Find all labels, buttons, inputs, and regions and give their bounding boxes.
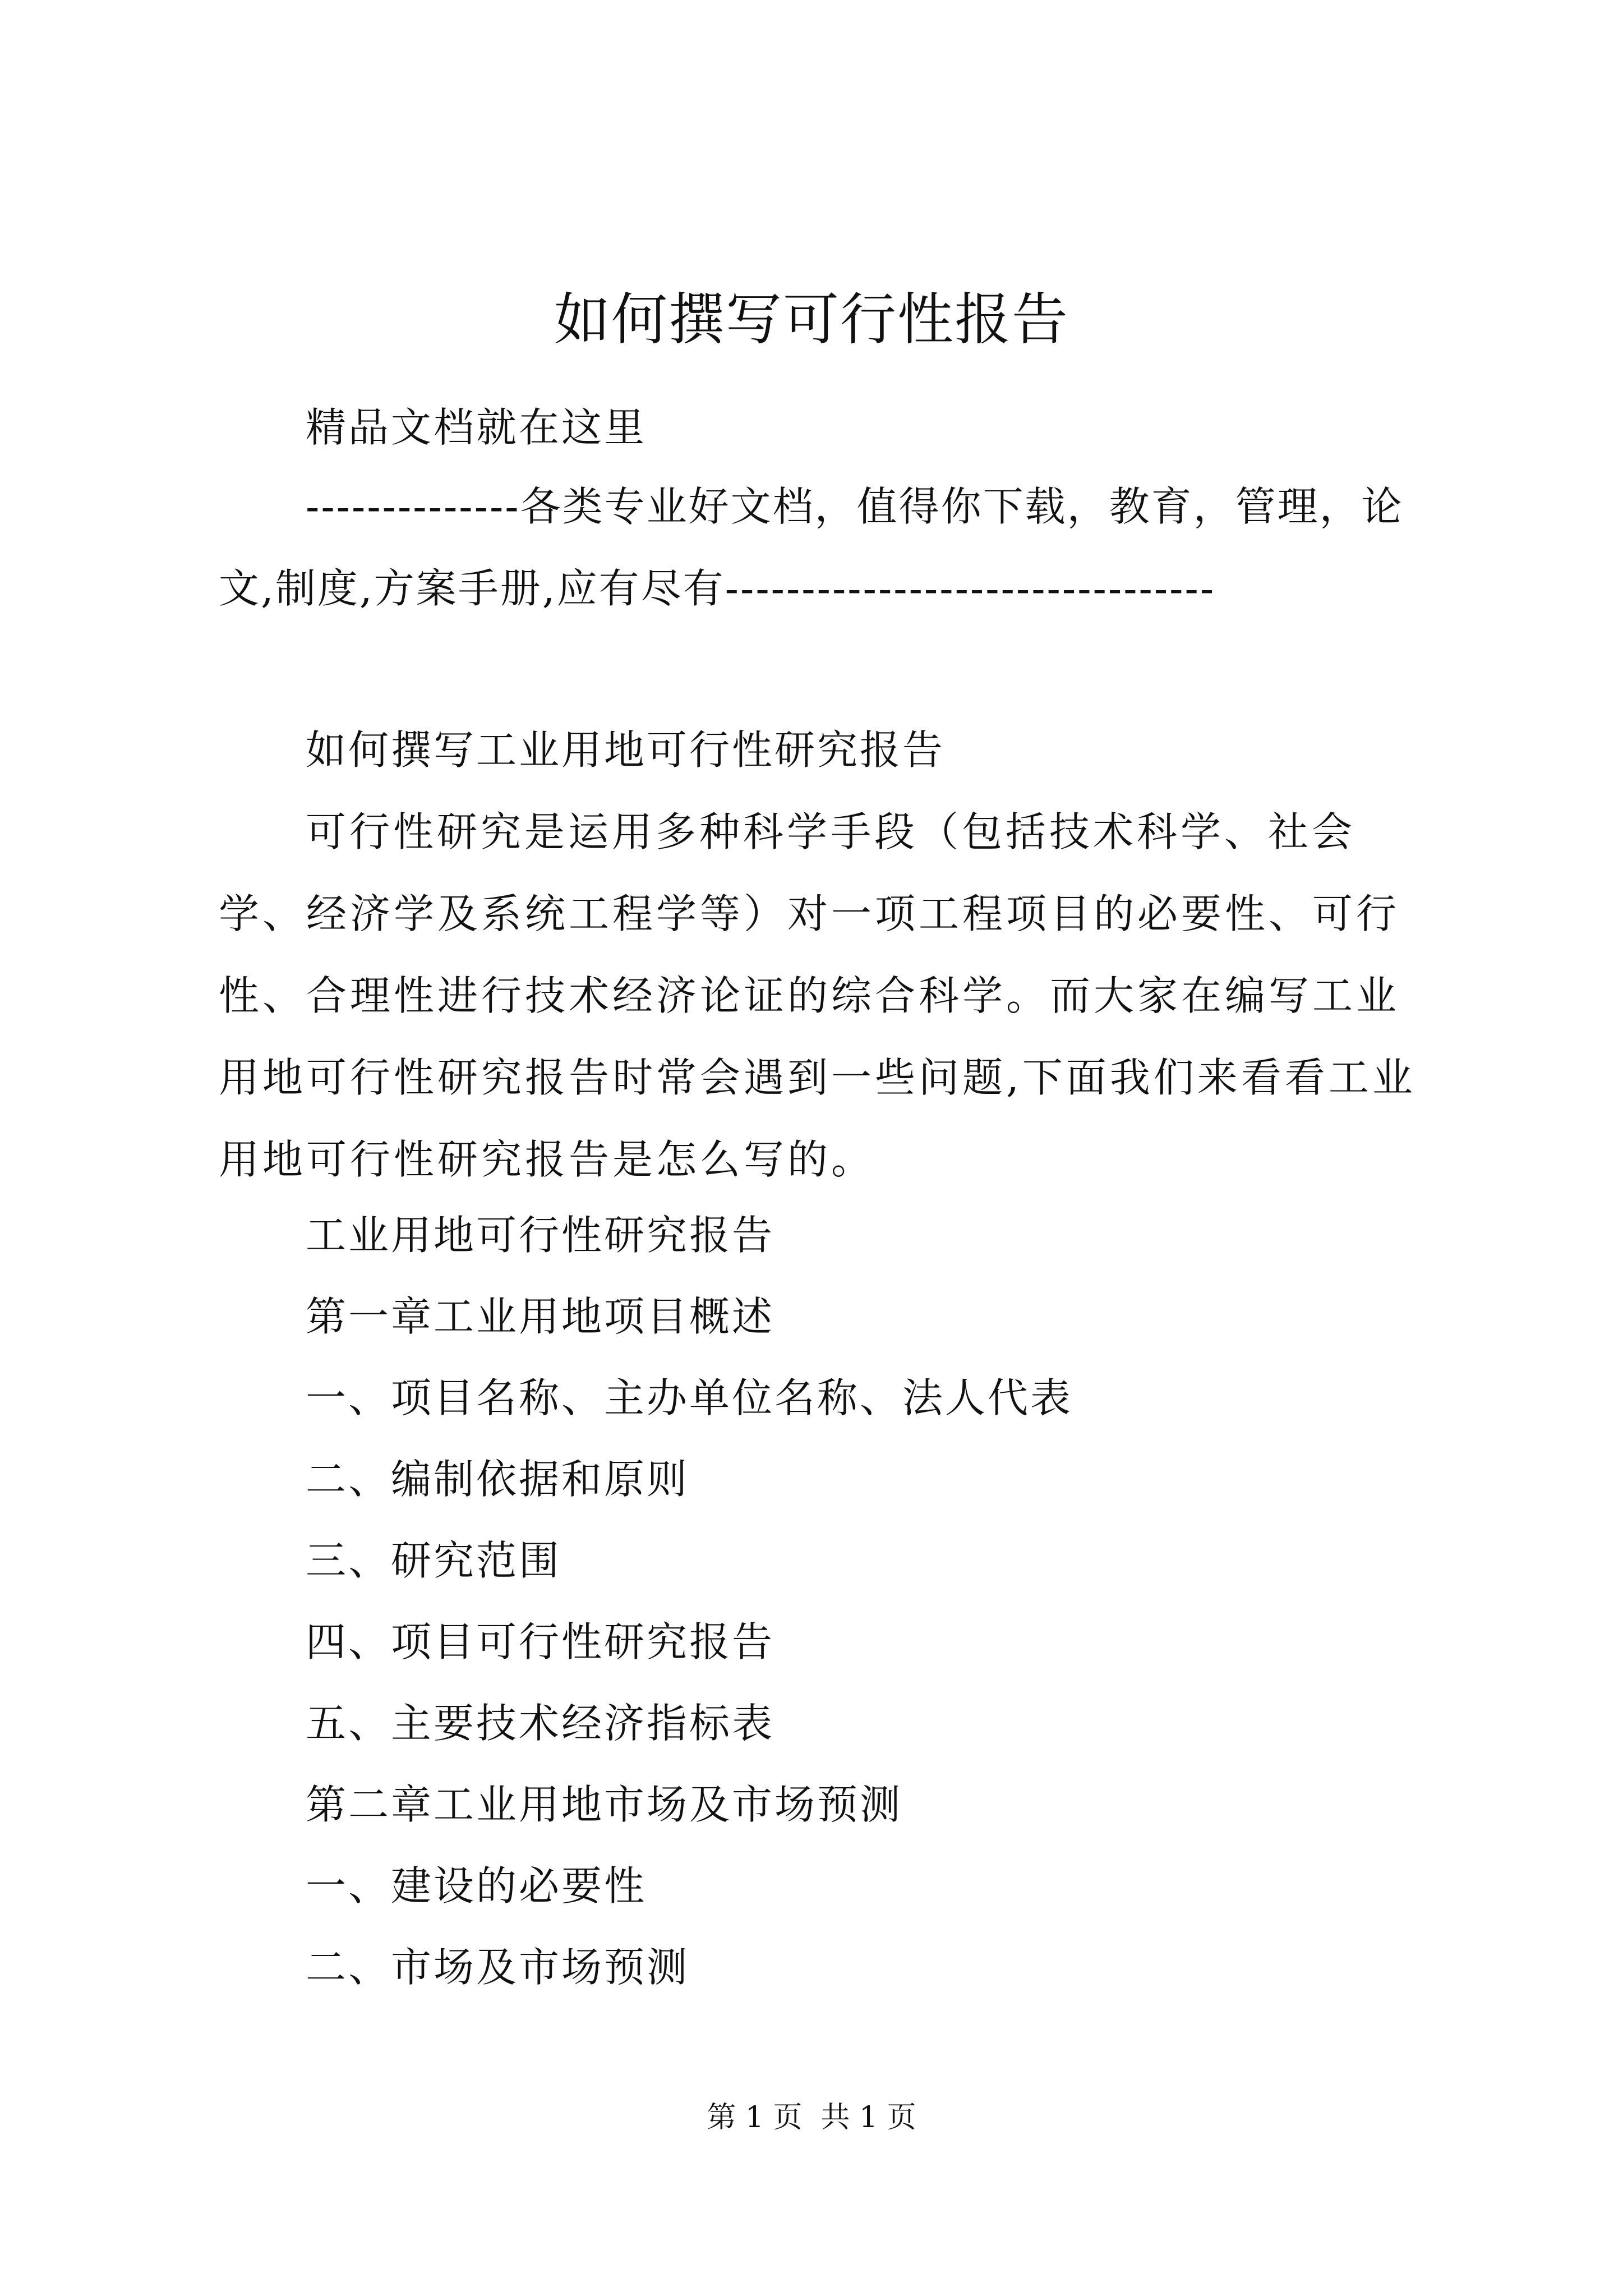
outline-item: 三、研究范围 — [306, 1537, 562, 1584]
outline-item: 五、主要技术经济指标表 — [306, 1700, 775, 1747]
outline-item: 一、建设的必要性 — [306, 1862, 647, 1910]
outline-item: 四、项目可行性研究报告 — [306, 1618, 775, 1665]
outline-item: 第二章工业用地市场及市场预测 — [306, 1781, 903, 1828]
document-subtitle: 如何撰写工业用地可行性研究报告 — [306, 726, 946, 774]
banner-line-2: --------------各类专业好文档，值得你下载，教育，管理，论文,制度,方案手册,应有尽有-------------------------------- — [219, 483, 1404, 612]
document-title: 如何撰写可行性报告 — [554, 287, 1069, 352]
outline-item: 一、项目名称、主办单位名称、法人代表 — [306, 1374, 1073, 1421]
banner-line-1: 精品文档就在这里 — [306, 404, 647, 451]
intro-paragraph: 可行性研究是运用多种科学手段（包括技术科学、社会学、经济学及系统工程学等）对一项工程项目的必要性、可行性、合理性进行技术经济论证的综合科学。而大家在编写工业用地可行性研究报告时常会遇到一些问题,下面我们来看看工业用地可行性研究报告是怎么写的。 — [219, 808, 1416, 1183]
page-footer: 第 1 页 共 1 页 — [707, 2101, 916, 2134]
outline-item: 二、市场及市场预测 — [306, 1944, 690, 1991]
outline-title: 工业用地可行性研究报告 — [306, 1212, 775, 1259]
outline-item: 二、编制依据和原则 — [306, 1456, 690, 1503]
outline-item: 第一章工业用地项目概述 — [306, 1293, 775, 1340]
